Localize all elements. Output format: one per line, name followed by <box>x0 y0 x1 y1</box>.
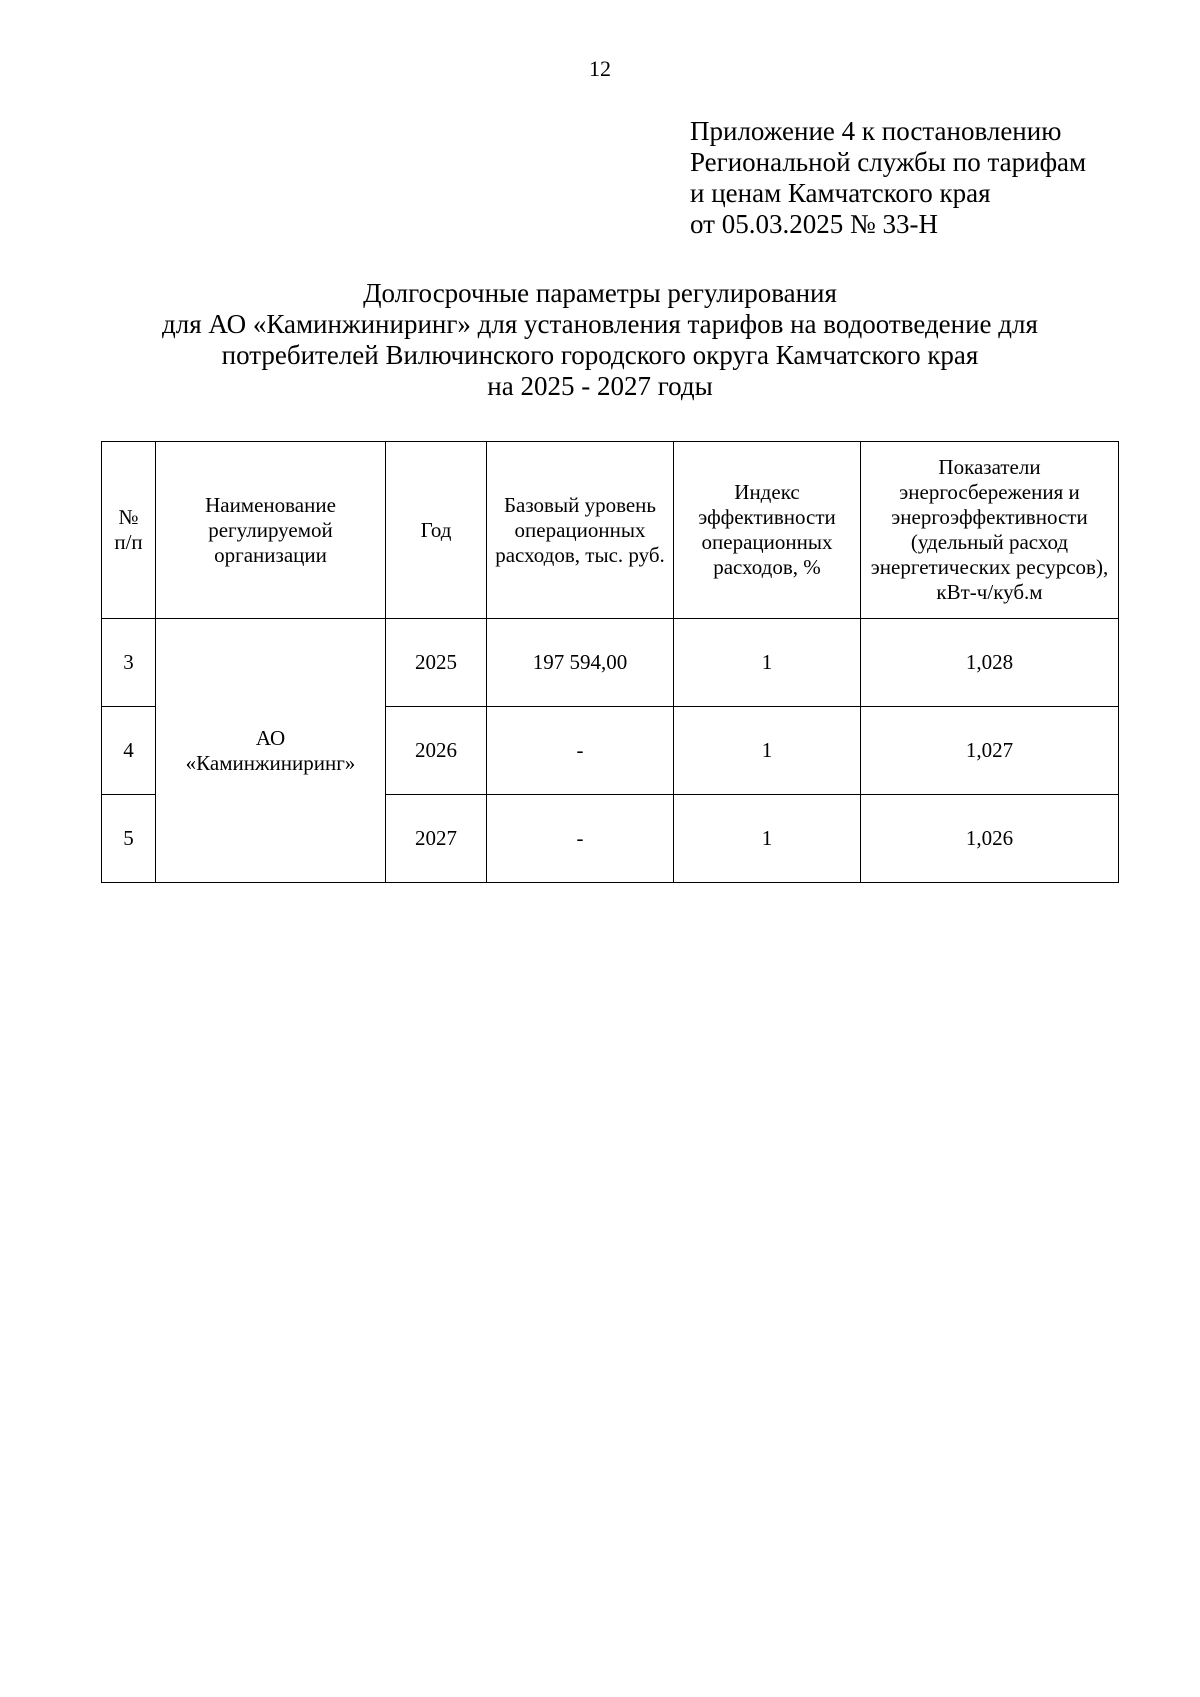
header-num: № п/п <box>102 442 156 619</box>
appendix-line: Региональной службы по тарифам <box>690 147 1087 177</box>
parameters-table <box>101 441 1119 883</box>
title-line: на 2025 - 2027 годы <box>487 371 713 401</box>
cell-num: 5 <box>102 795 156 883</box>
appendix-line: и ценам Камчатского края <box>690 178 991 208</box>
cell-base-level: - <box>487 795 674 883</box>
page-number: 12 <box>589 56 611 81</box>
title-line: для АО «Каминжиниринг» для установления тарифов на водоотведение для <box>162 309 1038 339</box>
cell-num: 4 <box>102 707 156 795</box>
title-line: Долгосрочные параметры регулирования <box>363 278 837 308</box>
cell-year: 2025 <box>386 619 487 707</box>
document-title <box>0 278 1200 402</box>
cell-efficiency-index: 1 <box>674 707 861 795</box>
cell-year: 2027 <box>386 795 487 883</box>
cell-energy: 1,026 <box>861 795 1119 883</box>
title-line: потребителей Вилючинского городского округа Камчатского края <box>221 340 979 370</box>
header-organization: Наименование регулируемой организации <box>156 442 386 619</box>
appendix-block <box>690 116 1086 240</box>
header-efficiency-index: Индекс эффективности операционных расходов, % <box>674 442 861 619</box>
appendix-line: Приложение 4 к постановлению <box>690 116 1062 146</box>
cell-num: 3 <box>102 619 156 707</box>
table-header-row <box>102 442 1119 619</box>
cell-base-level: 197 594,00 <box>487 619 674 707</box>
cell-base-level: - <box>487 707 674 795</box>
header-energy-indicators: Показатели энергосбережения и энергоэффективности (удельный расход энергетических ресурсов), кВт-ч/куб.м <box>861 442 1119 619</box>
cell-energy: 1,028 <box>861 619 1119 707</box>
cell-year: 2026 <box>386 707 487 795</box>
cell-efficiency-index: 1 <box>674 795 861 883</box>
table-row <box>102 619 1119 707</box>
cell-efficiency-index: 1 <box>674 619 861 707</box>
cell-energy: 1,027 <box>861 707 1119 795</box>
header-base-level: Базовый уровень операционных расходов, тыс. руб. <box>487 442 674 619</box>
header-year: Год <box>386 442 487 619</box>
cell-organization: АО «Каминжиниринг» <box>156 619 386 883</box>
appendix-line: от 05.03.2025 № 33-Н <box>690 209 938 239</box>
